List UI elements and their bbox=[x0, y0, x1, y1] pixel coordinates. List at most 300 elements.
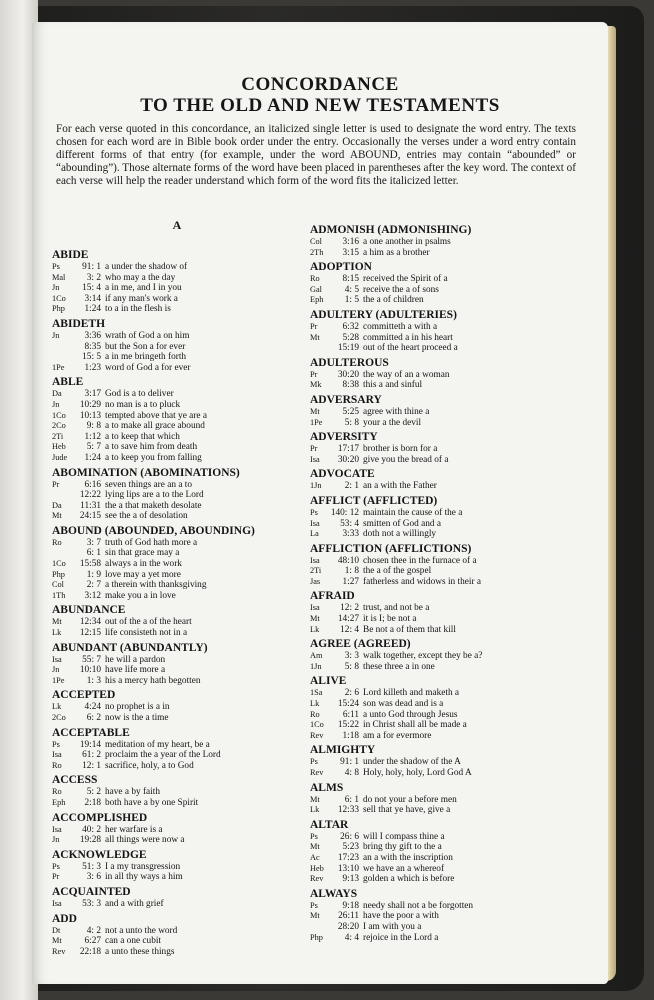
reference-book: Da bbox=[52, 500, 62, 510]
reference-book: Mt bbox=[52, 617, 62, 627]
entry-heading: ALIVE bbox=[310, 675, 347, 688]
entry-reference-row bbox=[52, 628, 302, 639]
entry-reference-row bbox=[310, 418, 580, 429]
entry-reference-row bbox=[52, 283, 302, 294]
reference-verse: 1:24 bbox=[84, 452, 101, 463]
entry-reference-row bbox=[52, 411, 302, 422]
reference-verse: 30:20 bbox=[337, 454, 359, 465]
reference-book: Jn bbox=[52, 399, 60, 409]
entry-heading: ABOUND (ABOUNDED, ABOUNDING) bbox=[52, 524, 255, 537]
reference-book: Da bbox=[52, 389, 62, 399]
entry-reference-row bbox=[52, 665, 302, 676]
reference-text: a to save him from death bbox=[105, 442, 198, 453]
reference-verse: 12:22 bbox=[79, 490, 101, 501]
entry-reference-row bbox=[310, 577, 580, 588]
entry-reference-row bbox=[52, 400, 302, 411]
reference-book: Lk bbox=[52, 628, 62, 638]
reference-book: Mt bbox=[310, 794, 320, 804]
reference-book: Lk bbox=[310, 699, 320, 709]
reference-text: an a with the inscription bbox=[363, 852, 453, 863]
reference-text: committeth a with a bbox=[363, 321, 438, 332]
reference-verse: 3: 7 bbox=[86, 537, 101, 548]
entry-heading: ADVOCATE bbox=[310, 468, 375, 481]
entry-heading: ALMIGHTY bbox=[310, 744, 376, 757]
right-column bbox=[310, 221, 580, 943]
reference-book: 1Jn bbox=[310, 661, 322, 671]
entry-reference-row bbox=[310, 455, 580, 466]
reference-book: Mt bbox=[310, 911, 320, 921]
entry-reference-row bbox=[52, 453, 302, 464]
reference-verse: 17:23 bbox=[337, 852, 359, 863]
entry-reference-row bbox=[310, 864, 580, 875]
reference-verse: 3:12 bbox=[84, 590, 101, 601]
reference-book: 1Co bbox=[52, 293, 66, 303]
entry-reference-row bbox=[52, 363, 302, 374]
reference-book: Pr bbox=[52, 872, 60, 882]
reference-verse: 1:18 bbox=[342, 730, 359, 741]
reference-text: not a unto the word bbox=[105, 925, 178, 936]
reference-book: Heb bbox=[310, 863, 324, 873]
entry-heading: ADOPTION bbox=[310, 261, 372, 274]
reference-text: to a in the flesh is bbox=[105, 304, 171, 315]
reference-book: Isa bbox=[52, 654, 62, 664]
reference-verse: 12: 2 bbox=[340, 603, 359, 614]
entry-heading: ABUNDANT (ABUNDANTLY) bbox=[52, 641, 208, 654]
reference-book: Gal bbox=[310, 284, 322, 294]
reference-verse: 53: 3 bbox=[82, 898, 101, 909]
reference-verse: 19:28 bbox=[79, 835, 101, 846]
entry-heading: ACCEPTED bbox=[52, 689, 116, 702]
entry-reference-row bbox=[310, 842, 580, 853]
reference-text: will I compass thine a bbox=[363, 831, 445, 842]
entry-reference-row bbox=[52, 798, 302, 809]
reference-book: 1Pe bbox=[52, 675, 65, 685]
reference-book: 1Th bbox=[52, 590, 66, 600]
reference-text: your a the devil bbox=[363, 417, 422, 428]
reference-verse: 51: 3 bbox=[82, 861, 101, 872]
reference-text: trust, and not be a bbox=[363, 603, 430, 614]
reference-verse: 1:23 bbox=[84, 362, 101, 373]
entry-reference-row bbox=[52, 787, 302, 798]
reference-book: Pr bbox=[310, 444, 318, 454]
reference-text: truth of God hath more a bbox=[105, 537, 198, 548]
reference-text: now is the a time bbox=[105, 713, 169, 723]
entry-reference-row bbox=[52, 548, 302, 559]
reference-book: Isa bbox=[310, 454, 320, 464]
reference-text: doth not a willingly bbox=[363, 529, 437, 540]
entry-reference-row bbox=[310, 237, 580, 248]
reference-book: Mal bbox=[52, 272, 66, 282]
reference-text: always a in the work bbox=[105, 559, 182, 570]
section-letter: A bbox=[172, 218, 182, 232]
reference-text: fatherless and widows in their a bbox=[363, 576, 481, 587]
reference-book: Php bbox=[52, 569, 65, 579]
reference-book: Lk bbox=[52, 702, 62, 712]
reference-verse: 22:18 bbox=[79, 946, 101, 957]
reference-book: Jn bbox=[52, 330, 60, 340]
reference-verse: 5:23 bbox=[342, 842, 359, 853]
reference-verse: 24:15 bbox=[79, 511, 101, 522]
reference-verse: 10:29 bbox=[79, 399, 101, 410]
reference-verse: 4:24 bbox=[84, 702, 101, 713]
reference-text: have a by faith bbox=[105, 787, 160, 798]
reference-text: golden a which is before bbox=[363, 874, 455, 885]
reference-verse: 1:27 bbox=[342, 576, 359, 587]
reference-book: 2Co bbox=[52, 713, 66, 722]
entry-reference-row bbox=[52, 947, 302, 958]
reference-text: meditation of my heart, be a bbox=[105, 739, 210, 750]
reference-book: Lk bbox=[310, 624, 320, 634]
entry-reference-row bbox=[310, 805, 580, 816]
reference-book: 2Ti bbox=[310, 566, 322, 576]
reference-text: his a mercy hath begotten bbox=[105, 675, 201, 686]
entry-reference-row bbox=[52, 501, 302, 512]
reference-text: out of the heart proceed a bbox=[363, 343, 458, 354]
reference-text: sacrifice, holy, a to God bbox=[105, 760, 194, 771]
reference-verse: 14:27 bbox=[337, 614, 359, 625]
reference-text: brother is born for a bbox=[363, 444, 438, 455]
reference-text: the a of children bbox=[363, 295, 424, 306]
entry-heading: ACCESS bbox=[52, 774, 98, 787]
reference-verse: 1:24 bbox=[84, 304, 101, 315]
reference-book: Ac bbox=[310, 852, 320, 862]
entry-reference-row bbox=[310, 566, 580, 577]
reference-verse: 5: 8 bbox=[344, 417, 359, 428]
entry-heading: ADULTEROUS bbox=[310, 356, 389, 369]
reference-verse: 12:15 bbox=[79, 628, 101, 639]
reference-book: 2Co bbox=[52, 421, 66, 431]
reference-book: Isa bbox=[310, 518, 320, 528]
entry-reference-row bbox=[310, 662, 580, 673]
entry-heading: ADVERSITY bbox=[310, 431, 378, 444]
reference-book: Ps bbox=[52, 739, 60, 749]
reference-book: 2Th bbox=[310, 247, 324, 257]
reference-book: Col bbox=[310, 237, 322, 246]
reference-text: Be not a of them that kill bbox=[363, 624, 456, 635]
reference-verse: 1: 9 bbox=[86, 569, 101, 580]
reference-text: seven things are an a to bbox=[105, 479, 192, 490]
reference-text: a unto these things bbox=[105, 946, 175, 957]
entry-heading: ABLE bbox=[52, 376, 84, 389]
entry-heading: ALMS bbox=[310, 781, 344, 794]
reference-text: Lord killeth and maketh a bbox=[363, 688, 460, 699]
reference-book: Pr bbox=[310, 369, 318, 379]
entry-heading: ABIDE bbox=[52, 249, 89, 261]
reference-book: Ps bbox=[52, 262, 60, 271]
reference-verse: 40: 2 bbox=[82, 824, 101, 835]
entry-reference-row bbox=[310, 768, 580, 779]
reference-text: under the shadow of the A bbox=[363, 757, 461, 768]
entry-heading: ALWAYS bbox=[310, 887, 358, 900]
entry-reference-row bbox=[310, 720, 580, 731]
reference-verse: 3:15 bbox=[342, 247, 359, 258]
reference-text: this a and sinful bbox=[363, 380, 423, 391]
reference-book: Isa bbox=[310, 603, 320, 613]
reference-verse: 8:35 bbox=[84, 341, 101, 352]
reference-verse: 3:14 bbox=[84, 293, 101, 304]
entry-heading: ADVERSARY bbox=[310, 393, 382, 406]
reference-book: Ro bbox=[52, 537, 62, 547]
entry-heading: ABUNDANCE bbox=[52, 604, 126, 617]
entry-reference-row bbox=[52, 926, 302, 937]
reference-verse: 6: 1 bbox=[86, 548, 101, 559]
reference-book bbox=[52, 352, 70, 363]
reference-verse: 10:13 bbox=[79, 410, 101, 421]
entry-reference-row bbox=[310, 508, 580, 519]
reference-book: Mt bbox=[310, 842, 320, 852]
entry-reference-row bbox=[310, 380, 580, 391]
entry-heading: ADD bbox=[52, 912, 77, 925]
reference-text: tempted above that ye are a bbox=[105, 410, 207, 421]
reference-verse: 10:10 bbox=[79, 665, 101, 676]
reference-text: maintain the cause of the a bbox=[363, 507, 463, 518]
reference-text: I am with you a bbox=[363, 921, 422, 932]
reference-text: who may a the day bbox=[105, 272, 176, 283]
reference-text: receive the a of sons bbox=[363, 284, 439, 295]
reference-book: Rev bbox=[310, 768, 324, 777]
reference-book: Pr bbox=[52, 479, 60, 489]
reference-verse: 4: 5 bbox=[344, 284, 359, 295]
reference-verse: 9: 8 bbox=[86, 421, 101, 432]
entry-reference-row bbox=[52, 570, 302, 581]
reference-text: life consisteth not in a bbox=[105, 628, 188, 639]
reference-text: sin that grace may a bbox=[105, 548, 180, 559]
reference-verse: 3: 6 bbox=[86, 872, 101, 883]
entry-reference-row bbox=[310, 322, 580, 333]
reference-book: Ro bbox=[310, 709, 320, 719]
reference-verse: 2: 7 bbox=[86, 580, 101, 591]
entry-reference-row bbox=[310, 933, 580, 944]
reference-verse: 2:18 bbox=[84, 797, 101, 808]
entry-reference-row bbox=[52, 713, 302, 724]
reference-book: Pr bbox=[310, 321, 318, 331]
reference-verse: 15:22 bbox=[337, 720, 359, 731]
reference-book: Jude bbox=[52, 452, 68, 462]
reference-book: Rev bbox=[52, 946, 66, 956]
reference-book: Ps bbox=[52, 861, 60, 871]
reference-text: a in me, and I in you bbox=[105, 283, 182, 294]
reference-verse: 15: 4 bbox=[82, 283, 101, 294]
reference-text: word of God a for ever bbox=[105, 362, 191, 373]
reference-book: Ro bbox=[52, 760, 62, 770]
reference-text: in Christ shall all be made a bbox=[363, 720, 467, 731]
reference-book bbox=[310, 343, 328, 354]
reference-book: Isa bbox=[52, 898, 62, 908]
reference-verse: 8:15 bbox=[342, 274, 359, 285]
reference-book: Jn bbox=[52, 665, 60, 675]
reference-text: bring thy gift to the a bbox=[363, 842, 442, 853]
entry-reference-row bbox=[310, 333, 580, 344]
entry-reference-row bbox=[310, 556, 580, 567]
reference-text: the a of the gospel bbox=[363, 566, 432, 577]
reference-book: Ps bbox=[310, 507, 318, 517]
reference-verse: 3:16 bbox=[342, 237, 359, 247]
entry-reference-row bbox=[310, 295, 580, 306]
reference-text: her warfare is a bbox=[105, 824, 163, 835]
reference-verse: 30:20 bbox=[337, 369, 359, 380]
reference-text: son was dead and is a bbox=[363, 699, 444, 710]
entry-reference-row bbox=[52, 617, 302, 628]
entry-heading: AFRAID bbox=[310, 590, 355, 603]
reference-text: both have a by one Spirit bbox=[105, 797, 199, 808]
reference-text: a under the shadow of bbox=[105, 262, 188, 272]
entry-reference-row bbox=[52, 702, 302, 713]
reference-verse: 26:11 bbox=[338, 911, 359, 922]
entry-reference-row bbox=[52, 331, 302, 342]
reference-book bbox=[52, 342, 70, 353]
reference-book: Heb bbox=[52, 442, 66, 452]
reference-verse: 91: 1 bbox=[82, 262, 101, 272]
reference-book: Lk bbox=[310, 805, 320, 815]
reference-text: walk together, except they be a? bbox=[363, 651, 483, 662]
reference-verse: 4: 8 bbox=[344, 768, 359, 778]
reference-verse: 1: 5 bbox=[344, 295, 359, 306]
reference-text: received the Spirit of a bbox=[363, 274, 448, 285]
reference-verse: 6:27 bbox=[84, 936, 101, 947]
entry-reference-row bbox=[52, 899, 302, 910]
entry-reference-row bbox=[310, 481, 580, 492]
reference-verse: 3:36 bbox=[84, 330, 101, 341]
left-column bbox=[52, 218, 302, 957]
reference-verse: 12:33 bbox=[337, 805, 359, 816]
reference-book: La bbox=[310, 529, 319, 539]
entry-reference-row bbox=[52, 421, 302, 432]
reference-verse: 12:34 bbox=[79, 617, 101, 628]
reference-text: am a for evermore bbox=[363, 730, 432, 741]
reference-text: no man is a to pluck bbox=[105, 399, 181, 410]
entry-reference-row bbox=[310, 651, 580, 662]
reference-verse: 55: 7 bbox=[82, 654, 101, 665]
reference-book: Dt bbox=[52, 925, 61, 935]
reference-verse: 15:58 bbox=[79, 559, 101, 570]
entry-reference-row bbox=[310, 625, 580, 636]
entry-reference-row bbox=[52, 750, 302, 761]
entry-reference-row bbox=[310, 274, 580, 285]
reference-book: Col bbox=[52, 580, 64, 590]
reference-book: 2Ti bbox=[52, 431, 64, 441]
reference-text: lying lips are a to the Lord bbox=[105, 490, 204, 501]
entry-reference-row bbox=[52, 559, 302, 570]
entry-reference-row bbox=[52, 835, 302, 846]
right-entry-list bbox=[310, 224, 580, 943]
reference-book: Ps bbox=[310, 757, 318, 767]
reference-book: Eph bbox=[310, 295, 324, 305]
entry-reference-row bbox=[310, 343, 580, 354]
entry-heading: ABOMINATION (ABOMINATIONS) bbox=[52, 466, 240, 479]
reference-book: Ro bbox=[52, 787, 62, 797]
entry-reference-row bbox=[52, 591, 302, 602]
reference-text: he will a pardon bbox=[105, 654, 166, 665]
entry-reference-row bbox=[52, 432, 302, 443]
entry-reference-row bbox=[52, 442, 302, 453]
reference-text: sell that ye have, give a bbox=[363, 805, 451, 816]
reference-text: needy shall not a be forgotten bbox=[363, 900, 474, 911]
reference-verse: 3: 3 bbox=[344, 651, 359, 662]
reference-text: give you the bread of a bbox=[363, 454, 449, 465]
reference-book bbox=[310, 922, 328, 933]
reference-book: Jn bbox=[52, 835, 60, 845]
reference-book: 1Sa bbox=[310, 688, 323, 698]
reference-book: Mk bbox=[310, 380, 322, 390]
reference-book: Mt bbox=[310, 614, 320, 624]
entry-reference-row bbox=[52, 511, 302, 522]
reference-book: Rev bbox=[310, 730, 324, 740]
reference-text: but the Son a for ever bbox=[105, 341, 186, 352]
entry-reference-row bbox=[52, 872, 302, 883]
reference-book: Am bbox=[310, 651, 323, 661]
entry-reference-row bbox=[310, 710, 580, 721]
reference-text: a therein with thanksgiving bbox=[105, 580, 207, 591]
reference-verse: 61: 2 bbox=[82, 750, 101, 761]
reference-verse: 9:13 bbox=[342, 874, 359, 885]
entry-reference-row bbox=[52, 825, 302, 836]
reference-text: committed a in his heart bbox=[363, 332, 453, 343]
reference-verse: 26: 6 bbox=[340, 831, 359, 842]
reference-verse: 12: 4 bbox=[340, 624, 359, 635]
reference-text: the a that maketh desolate bbox=[105, 500, 202, 511]
reference-book: Jas bbox=[310, 576, 321, 586]
reference-text: it is I; be not a bbox=[363, 614, 417, 625]
reference-verse: 6: 1 bbox=[344, 794, 359, 805]
reference-text: all things were now a bbox=[105, 835, 185, 846]
reference-book: 1Pe bbox=[52, 362, 65, 372]
reference-text: in all thy ways a him bbox=[105, 872, 183, 883]
reference-verse: 1: 8 bbox=[344, 566, 359, 577]
entry-heading: ADMONISH (ADMONISHING) bbox=[310, 224, 472, 236]
entry-heading: ALTAR bbox=[310, 818, 349, 831]
reference-verse: 4: 2 bbox=[86, 925, 101, 936]
reference-verse: 15:24 bbox=[337, 699, 359, 710]
reference-text: have the poor a with bbox=[363, 911, 439, 922]
entry-reference-row bbox=[310, 731, 580, 742]
reference-text: we have an a whereof bbox=[363, 863, 445, 874]
reference-book: Ps bbox=[310, 900, 318, 910]
entry-reference-row bbox=[310, 529, 580, 540]
reference-text: a to make all grace abound bbox=[105, 421, 205, 432]
reference-text: an a with the Father bbox=[363, 481, 437, 492]
reference-verse: 3:33 bbox=[342, 529, 359, 540]
entry-heading: ABIDETH bbox=[52, 317, 106, 330]
reference-verse: 2: 6 bbox=[344, 688, 359, 699]
reference-text: a in me bringeth forth bbox=[105, 352, 187, 363]
reference-text: I a my transgression bbox=[105, 861, 181, 872]
entry-reference-row bbox=[52, 676, 302, 687]
reference-book: 1Jn bbox=[310, 481, 322, 491]
reference-text: smitten of God and a bbox=[363, 518, 441, 529]
reference-book: Php bbox=[52, 304, 65, 314]
reference-verse: 9:18 bbox=[342, 900, 359, 911]
reference-verse: 8:38 bbox=[342, 380, 359, 391]
entry-reference-row bbox=[52, 740, 302, 751]
reference-verse: 6:32 bbox=[342, 321, 359, 332]
reference-verse: 13:10 bbox=[337, 863, 359, 874]
entry-reference-row bbox=[310, 795, 580, 806]
reference-text: a unto God through Jesus bbox=[363, 709, 458, 720]
reference-verse: 91: 1 bbox=[340, 757, 359, 768]
entry-reference-row bbox=[52, 480, 302, 491]
reference-text: the way of an a woman bbox=[363, 369, 450, 380]
reference-verse: 4: 4 bbox=[344, 932, 359, 943]
reference-verse: 12: 1 bbox=[82, 760, 101, 771]
reference-book: Mt bbox=[52, 936, 62, 946]
reference-text: rejoice in the Lord a bbox=[363, 932, 439, 943]
reference-text: these three a in one bbox=[363, 661, 435, 672]
reference-book: Isa bbox=[310, 555, 320, 565]
intro-paragraph: For each verse quoted in this concordance, an italicized single letter is used to designate the word entry. The texts chosen for each word are in Bible book order under the entry. Occasionally the verses under a word entry contain different forms of that entry (for example, under the word ABOUND, entries may contain “abounded” or “abounding”). Those alternate forms of the word have been placed in parentheses after the key word. The context of each verse will help the reader understand which form of the word fits the italicized letter. bbox=[56, 123, 576, 187]
reference-verse: 5:28 bbox=[342, 332, 359, 343]
concordance-page bbox=[32, 22, 608, 984]
reference-verse: 28:20 bbox=[337, 921, 359, 932]
